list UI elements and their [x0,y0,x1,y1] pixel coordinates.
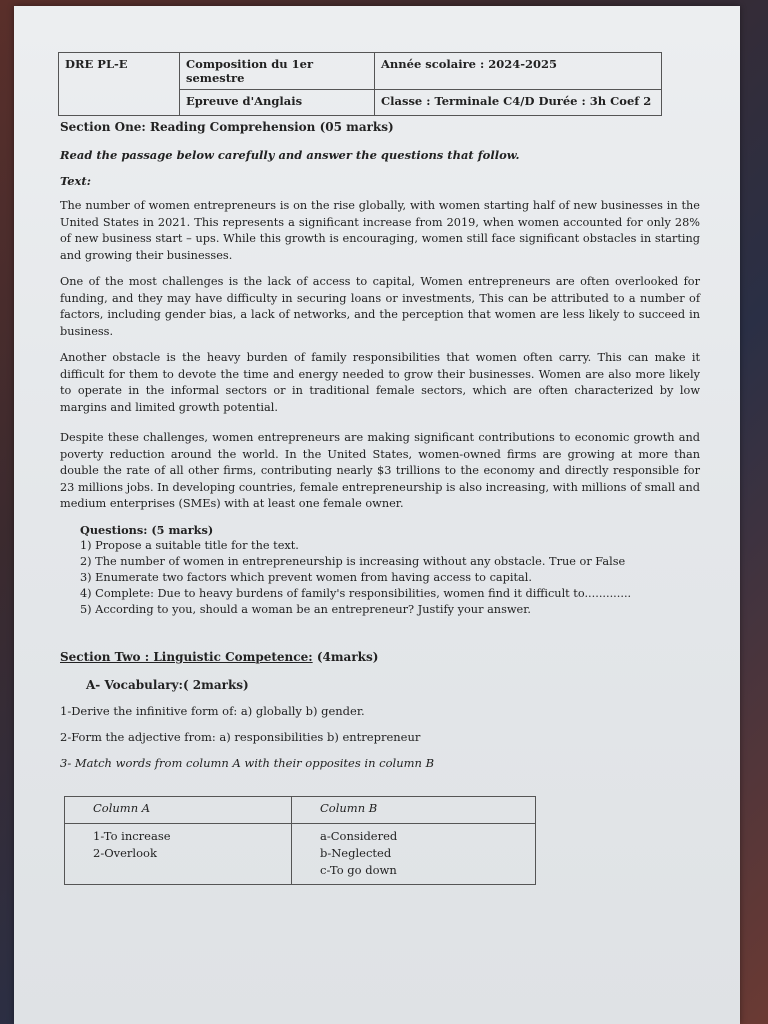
vocabulary-title: A- Vocabulary:( 2marks) [86,678,249,692]
vocab-item-2: 2-Form the adjective from: a) responsibilities b) entrepreneur [60,730,421,744]
column-b-item-c: c-To go down [320,863,397,877]
exam-paper [14,6,740,1024]
column-a-item-2: 2-Overlook [93,846,157,860]
classe-cell: Classe : Terminale C4/D Durée : 3h Coef 2 [375,90,662,116]
section-two-marks: (4marks) [312,650,379,664]
paragraph-3: Another obstacle is the heavy burden of family responsibilities that women often carry. This can make it difficult for them to devote the time and energy needed to grow their businesses. Women are also more likely to operate in the informal sectors or in traditional female sectors, which are often characterized by low margins and limited growth potential. [60,351,700,414]
vocab-item-3: 3- Match words from column A with their opposites in column B [60,756,435,770]
paragraph-2: One of the most challenges is the lack of access to capital, Women entrepreneurs are often overlooked for funding, and they may have difficulty in securing loans or investments, This can be attributed to a number of factors, including gender bias, a lack of networks, and the perception that women are less likely to succeed in business. [60,275,700,338]
paragraph-1: The number of women entrepreneurs is on the rise globally, with women starting half of new businesses in the United States in 2021. This represents a significant increase from 2019, when women accounted for only 28% of new business start – ups. While this growth is encouraging, women still face significant obstacles in starting and growing their businesses. [60,199,700,262]
section-two-title [60,650,378,664]
column-a-item-1: 1-To increase [93,829,171,843]
paragraph-4: Despite these challenges, women entrepreneurs are making significant contributions to economic growth and poverty reduction around the world. In the United States, women-owned firms are growing at more than double the rate of all other firms, contributing nearly $3 trillions to the economy and directly responsible for 23 millions jobs. In developing countries, female entrepreneurship is also increasing, with millions of small and medium enterprises (SMEs) with at least one female owner. [60,431,700,510]
questions-title: Questions: (5 marks) [80,523,214,537]
section-two-heading: Section Two : Linguistic Competence: [60,650,313,664]
question-2: 2) The number of women in entrepreneurship is increasing without any obstacle. True or False [80,555,626,568]
questions-block [80,522,631,618]
epreuve-cell: Epreuve d'Anglais [180,90,375,116]
vocab-item-1: 1-Derive the infinitive form of: a) globally b) gender. [60,704,365,718]
question-4: 4) Complete: Due to heavy burdens of family's responsibilities, women find it difficult to............. [80,587,632,600]
question-1: 1) Propose a suitable title for the text. [80,539,299,552]
dre-cell: DRE PL-E [59,53,180,116]
column-a-header: Column A [65,797,292,824]
question-5: 5) According to you, should a woman be an entrepreneur? Justify your answer. [80,603,531,616]
matching-table [64,796,536,885]
column-b-cell [292,824,536,885]
composition-cell: Composition du 1er semestre [180,53,375,90]
column-b-header: Column B [292,797,536,824]
column-a-cell [65,824,292,885]
section-one-title: Section One: Reading Comprehension (05 marks) [60,120,394,134]
reading-instruction: Read the passage below carefully and answer the questions that follow. [60,148,520,162]
annee-cell: Année scolaire : 2024-2025 [375,53,662,90]
text-label: Text: [60,174,91,188]
column-b-item-a: a-Considered [320,829,398,843]
header-table [58,52,662,116]
column-b-item-b: b-Neglected [320,846,392,860]
question-3: 3) Enumerate two factors which prevent women from having access to capital. [80,571,532,584]
